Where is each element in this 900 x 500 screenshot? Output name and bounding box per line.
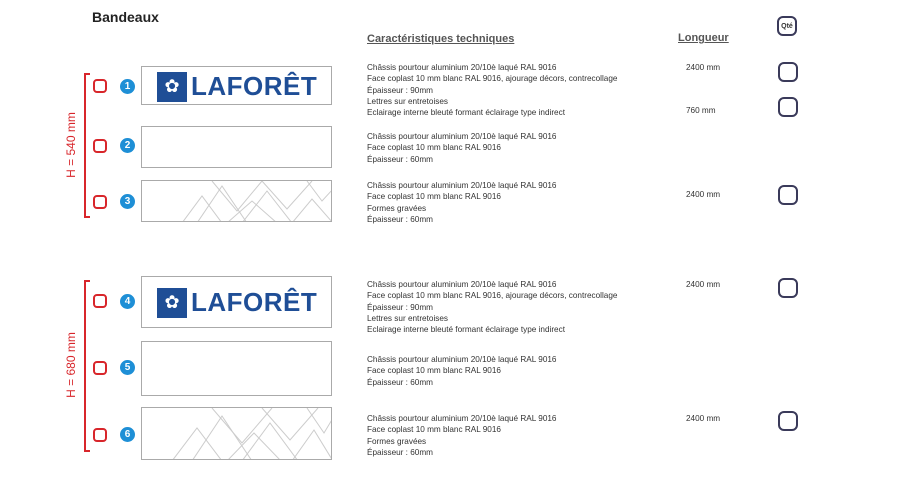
panel-1 xyxy=(141,66,332,105)
item-number-3: 3 xyxy=(120,194,135,209)
tree-icon: ✿ xyxy=(164,292,180,312)
header-qty-label: Qté xyxy=(781,22,793,30)
panel-5 xyxy=(141,341,332,396)
panel-6 xyxy=(141,407,332,460)
qty-checkbox-6[interactable] xyxy=(778,411,798,431)
item-number-4: 4 xyxy=(120,294,135,309)
item-length-4: 2400 mm xyxy=(686,280,721,289)
header-characteristics: Caractéristiques techniques xyxy=(367,33,515,45)
item-description-2: Châssis pourtour aluminium 20/10è laqué RAL 9016 Face coplast 10 mm blanc RAL 9016 Épaisseur : 60mm xyxy=(367,132,557,164)
header-length: Longueur xyxy=(678,32,729,44)
engraved-pattern-icon xyxy=(142,181,332,222)
item-number-1: 1 xyxy=(120,79,135,94)
item-number-5: 5 xyxy=(120,360,135,375)
panel-4 xyxy=(141,276,332,328)
item-description-5: Châssis pourtour aluminium 20/10è laqué RAL 9016 Face coplast 10 mm blanc RAL 9016 Épaisseur : 60mm xyxy=(367,355,557,387)
tree-icon: ✿ xyxy=(164,76,180,96)
item-description-3: Châssis pourtour aluminium 20/10è laqué RAL 9016 Face coplast 10 mm blanc RAL 9016 Formes gravées Épaisseur : 60mm xyxy=(367,181,557,224)
qty-checkbox-1b[interactable] xyxy=(778,97,798,117)
item-number-2: 2 xyxy=(120,138,135,153)
item-description-1: Châssis pourtour aluminium 20/10è laqué RAL 9016 Face coplast 10 mm blanc RAL 9016, ajourage décors, contrecollage Épaisseur : 90mm Lettres sur entretoises Eclairage interne bleuté formant éclairage type indirect xyxy=(367,63,618,118)
item-length-3: 2400 mm xyxy=(686,190,721,199)
laforet-logo: ✿ LAFORÊT xyxy=(157,287,317,318)
height-bracket-2 xyxy=(84,280,90,452)
item-description-6: Châssis pourtour aluminium 20/10è laqué RAL 9016 Face coplast 10 mm blanc RAL 9016 Formes gravées Épaisseur : 60mm xyxy=(367,414,557,457)
item-checkbox-2[interactable] xyxy=(93,139,107,153)
header-qty-checkbox[interactable] xyxy=(777,16,797,36)
item-number-6: 6 xyxy=(120,427,135,442)
item-checkbox-1[interactable] xyxy=(93,79,107,93)
qty-checkbox-1a[interactable] xyxy=(778,62,798,82)
item-checkbox-4[interactable] xyxy=(93,294,107,308)
panel-2 xyxy=(141,126,332,168)
page-title: Bandeaux xyxy=(92,9,159,25)
item-length-1a: 2400 mm xyxy=(686,63,721,72)
height-bracket-1 xyxy=(84,73,90,218)
panel-3 xyxy=(141,180,332,222)
qty-checkbox-4[interactable] xyxy=(778,278,798,298)
item-checkbox-5[interactable] xyxy=(93,361,107,375)
laforet-logo: ✿ LAFORÊT xyxy=(157,71,317,102)
item-description-4: Châssis pourtour aluminium 20/10è laqué RAL 9016 Face coplast 10 mm blanc RAL 9016, ajourage décors, contrecollage Épaisseur : 90mm Lettres sur entretoises Eclairage interne bleuté formant éclairage type indirect xyxy=(367,280,618,335)
height-label-2: H = 680 mm xyxy=(63,332,78,398)
item-checkbox-3[interactable] xyxy=(93,195,107,209)
height-label-1: H = 540 mm xyxy=(63,112,78,178)
item-length-1b: 760 mm xyxy=(686,106,716,115)
item-checkbox-6[interactable] xyxy=(93,428,107,442)
item-length-6: 2400 mm xyxy=(686,414,721,423)
qty-checkbox-3[interactable] xyxy=(778,185,798,205)
engraved-pattern-icon xyxy=(142,408,332,460)
